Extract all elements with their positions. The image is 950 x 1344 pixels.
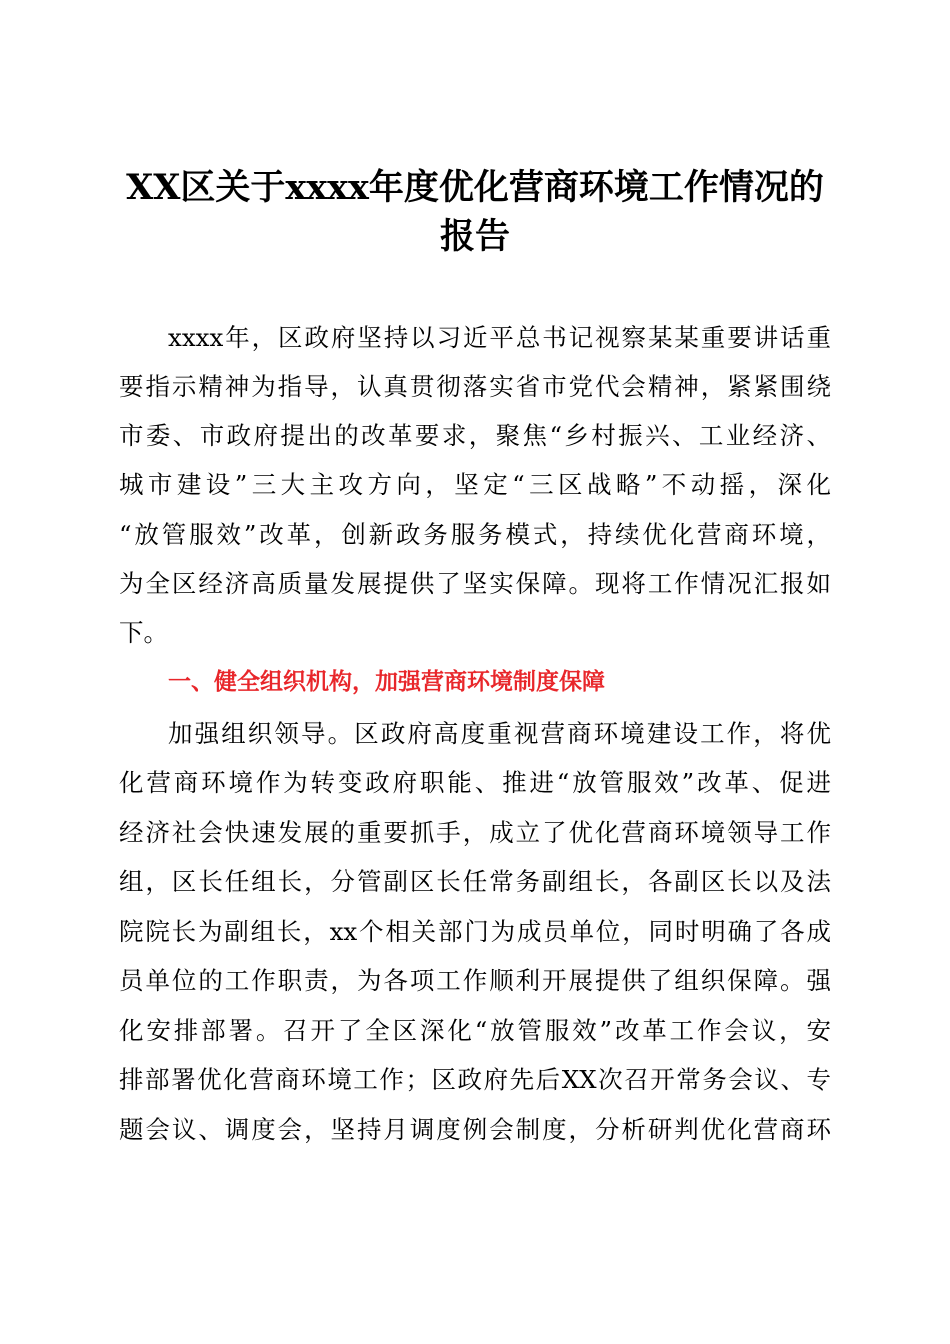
paragraph-line: 院院长为副组长，xx个相关部门为成员单位，同时明确了各成 [119, 917, 831, 946]
document-title-line-2: 报告 [439, 216, 510, 257]
document-title-line-1: XX区关于xxxx年度优化营商环境工作情况的 [126, 167, 824, 208]
paragraph-line: 加强组织领导。区政府高度重视营商环境建设工作，将优 [168, 719, 831, 748]
paragraph-line: 组，区长任组长，分管副区长任常务副组长，各副区长以及法 [119, 867, 831, 896]
paragraph-line: 城市建设”三大主攻方向，坚定“三区战略”不动摇，深化 [119, 470, 831, 499]
section-heading: 一、健全组织机构，加强营商环境制度保障 [168, 669, 605, 695]
paragraph-line: 市委、市政府提出的改革要求，聚焦“乡村振兴、工业经济、 [119, 421, 831, 450]
paragraph-line: 化安排部署。召开了全区深化“放管服效”改革工作会议，安 [119, 1016, 831, 1045]
paragraph-line: xxxx年，区政府坚持以习近平总书记视察某某重要讲话重 [168, 323, 831, 352]
paragraph-line: 员单位的工作职责，为各项工作顺利开展提供了组织保障。强 [119, 966, 831, 995]
paragraph-line: 经济社会快速发展的重要抓手，成立了优化营商环境领导工作 [119, 818, 831, 847]
paragraph-line: 为全区经济高质量发展提供了坚实保障。现将工作情况汇报如 [119, 569, 831, 598]
paragraph-line: 排部署优化营商环境工作；区政府先后XX次召开常务会议、专 [119, 1065, 831, 1094]
paragraph-line: 化营商环境作为转变政府职能、推进“放管服效”改革、促进 [119, 768, 831, 797]
paragraph-line: “放管服效”改革，创新政务服务模式，持续优化营商环境， [119, 520, 831, 549]
paragraph-line: 题会议、调度会，坚持月调度例会制度，分析研判优化营商环 [119, 1115, 831, 1144]
paragraph-line: 要指示精神为指导，认真贯彻落实省市党代会精神，紧紧围绕 [119, 372, 831, 401]
paragraph-line: 下。 [119, 618, 168, 647]
